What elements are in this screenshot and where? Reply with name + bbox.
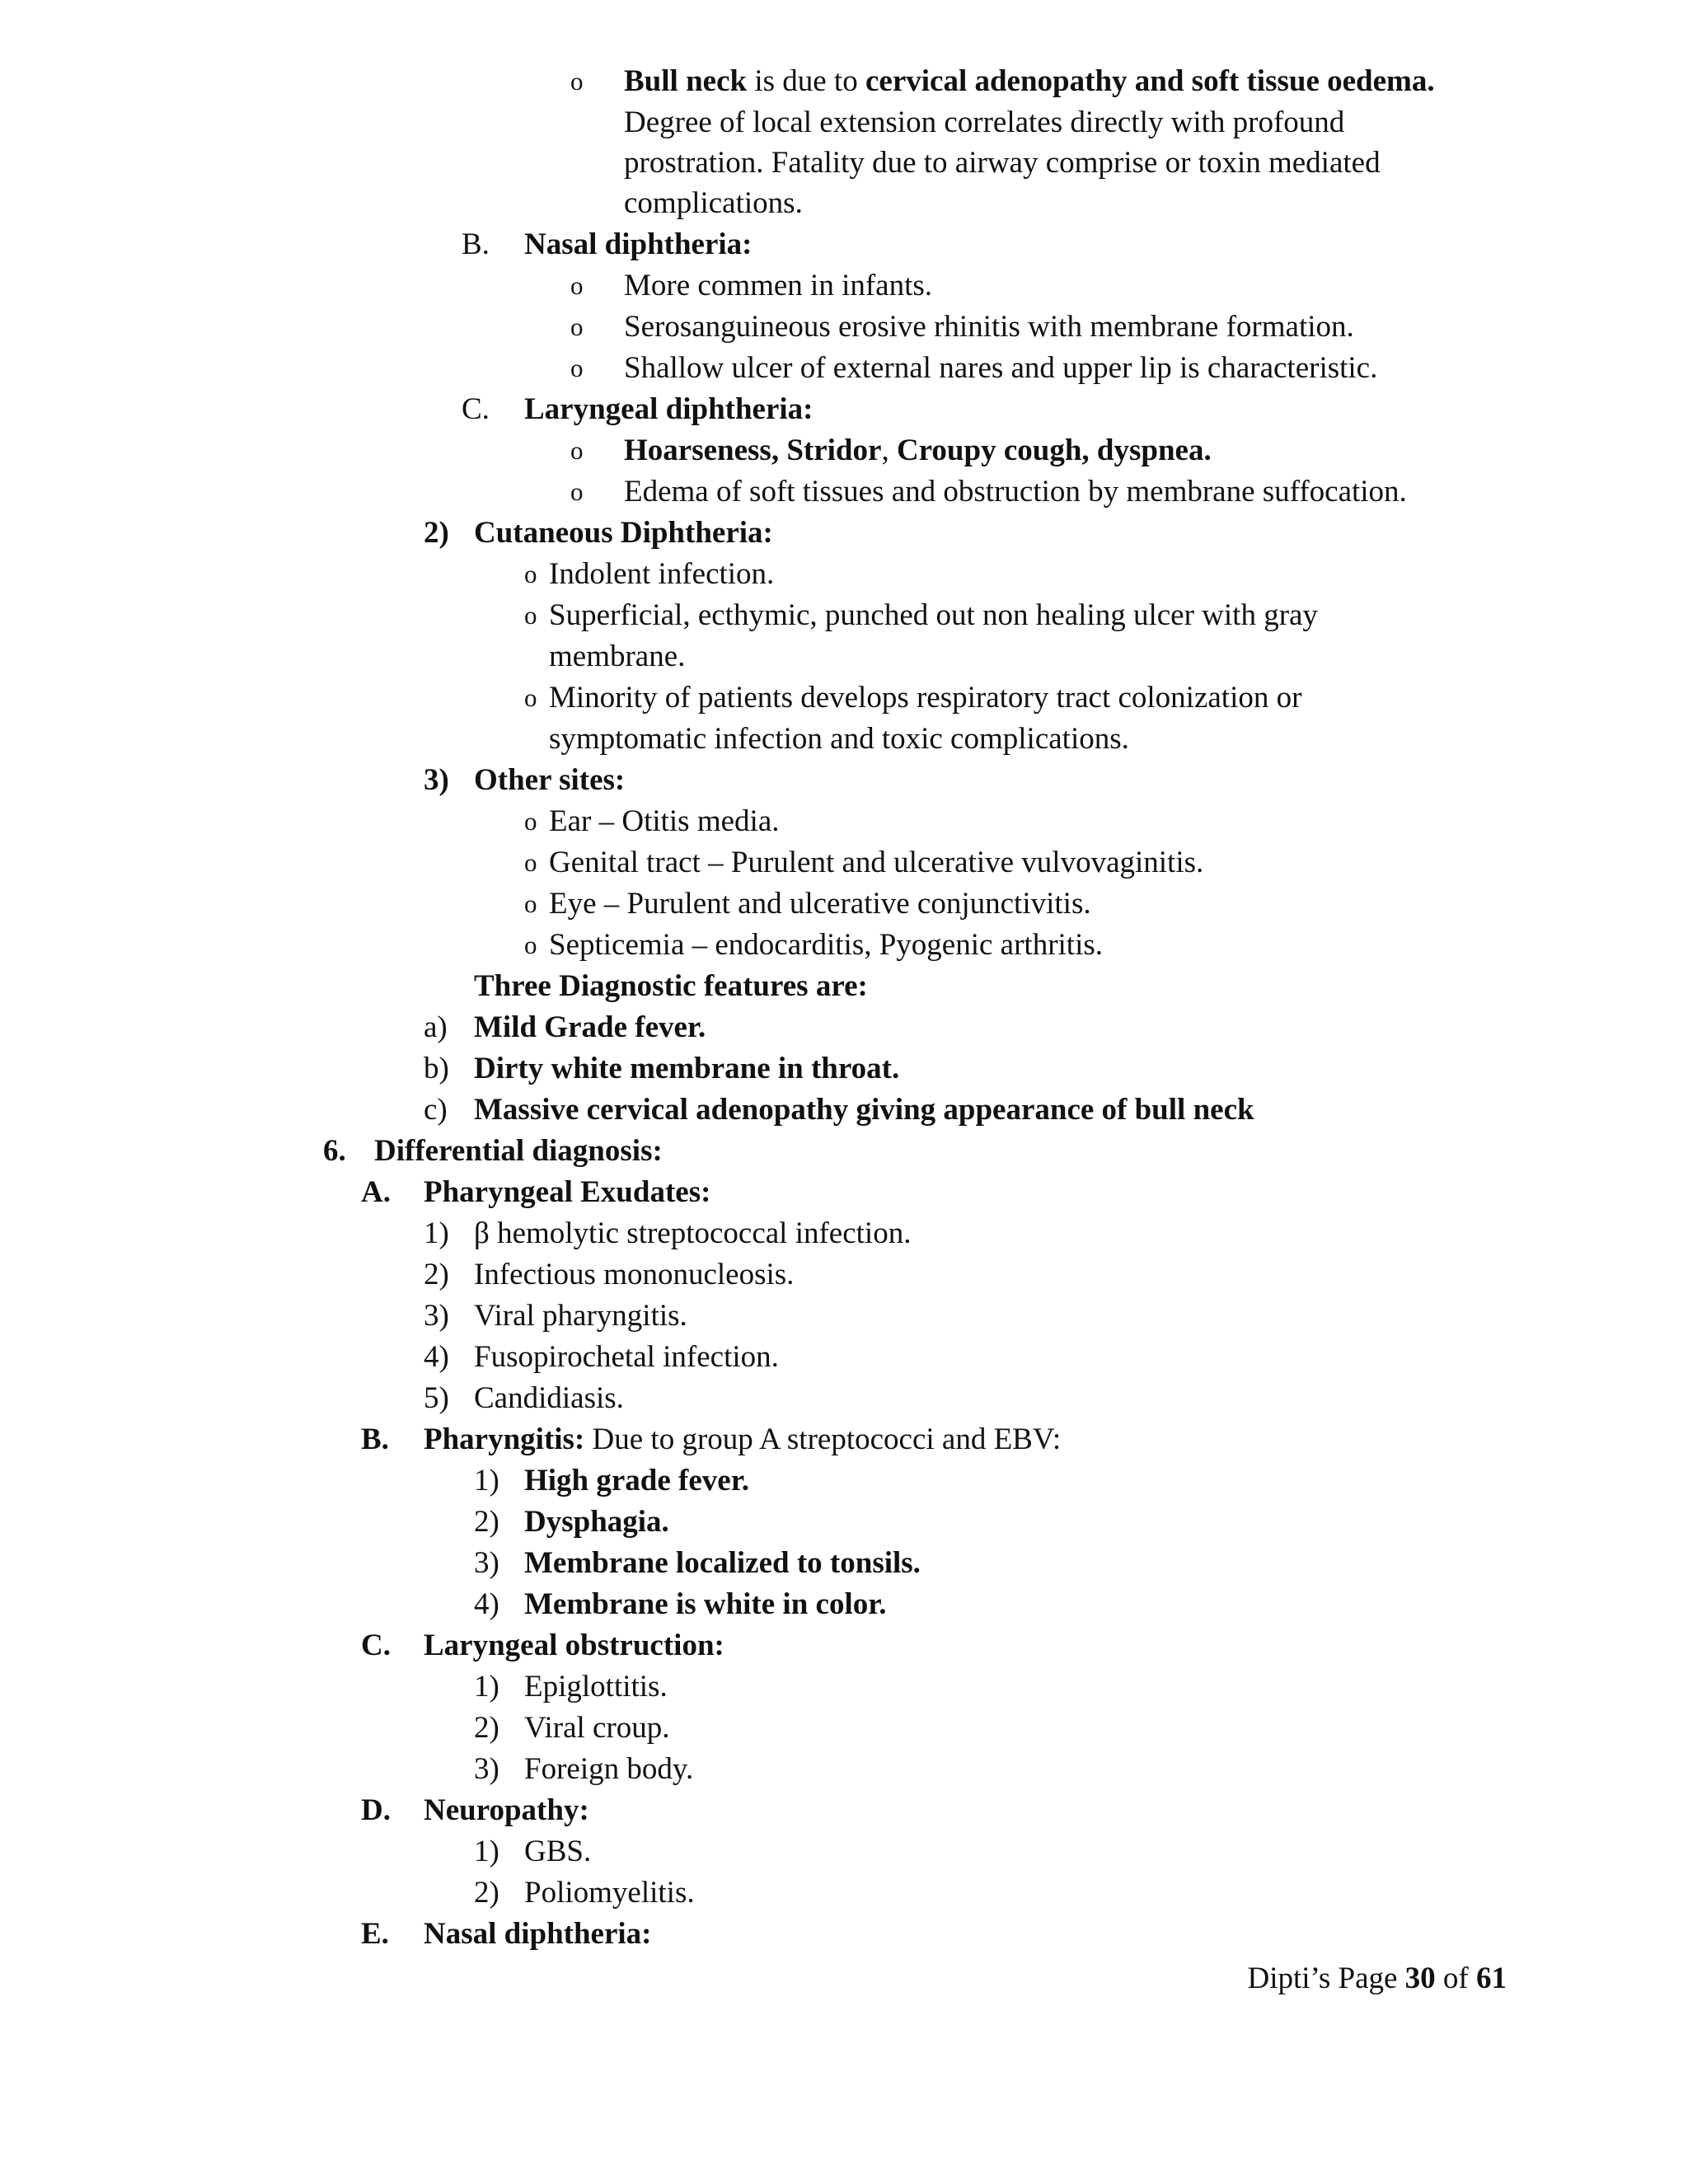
heading-text: Nasal diphtheria: [524, 227, 753, 261]
heading-text: Pharyngitis: Due to group A streptococci and EBV: [424, 1422, 1062, 1456]
list-marker: E. [361, 1917, 389, 1951]
bullneck-text: Bull neck is due to cervical adenopathy and soft tissue oedema. [624, 64, 1435, 98]
list-marker: 3) [474, 1752, 499, 1786]
bullet-marker: o [570, 477, 584, 506]
heading-text: Three Diagnostic features are: [474, 969, 868, 1003]
list-marker: 6. [323, 1134, 346, 1168]
footer-prefix: Dipti’s Page [1247, 1961, 1405, 1995]
list-marker: 1) [474, 1670, 499, 1704]
list-marker: 1) [474, 1464, 499, 1497]
list-marker: b) [424, 1052, 449, 1085]
heading-text: Pharyngeal Exudates: [424, 1175, 711, 1209]
bullet-marker: o [524, 807, 537, 836]
bullet-marker: o [524, 930, 537, 959]
list-marker: 1) [424, 1216, 449, 1250]
bullet-marker: o [524, 889, 537, 918]
page-footer [0, 1958, 1507, 1999]
list-marker: B. [361, 1422, 389, 1456]
bullet-marker: o [524, 848, 537, 877]
page-number: 30 [1404, 1961, 1436, 1995]
list-marker: A. [361, 1175, 391, 1209]
bullet-marker: o [570, 67, 584, 96]
list-marker: 4) [424, 1340, 449, 1374]
list-marker: 2) [474, 1711, 499, 1745]
list-marker: 2) [424, 516, 449, 550]
bullet-marker: o [570, 354, 584, 382]
list-marker: 2) [424, 1258, 449, 1291]
heading-text: Cutaneous Diphtheria: [474, 516, 773, 550]
list-marker: 3) [424, 1299, 449, 1333]
heading-text: Other sites: [474, 763, 626, 797]
list-marker: 5) [424, 1381, 449, 1415]
bullet-marker: o [524, 601, 537, 630]
list-marker: C. [361, 1629, 391, 1662]
bullet-marker: o [570, 312, 584, 341]
list-marker: 3) [424, 763, 449, 797]
list-marker: c) [424, 1093, 448, 1127]
heading-text: Differential diagnosis: [374, 1134, 663, 1168]
heading-text: Laryngeal diphtheria: [524, 392, 814, 426]
list-marker: B. [462, 227, 490, 261]
list-marker: D. [361, 1793, 391, 1827]
list-marker: 2) [474, 1876, 499, 1910]
list-marker: 3) [474, 1546, 499, 1580]
list-marker: 1) [474, 1835, 499, 1868]
list-marker: C. [462, 392, 490, 426]
bullet-marker: o [570, 271, 584, 300]
list-marker: 4) [474, 1587, 499, 1621]
bullet-marker: o [524, 560, 537, 588]
footer-of: of [1435, 1961, 1476, 1995]
list-marker: a) [424, 1010, 448, 1044]
list-marker: 2) [474, 1505, 499, 1539]
heading-text: Nasal diphtheria: [424, 1917, 652, 1951]
heading-text: Laryngeal obstruction: [424, 1629, 724, 1662]
page-total: 61 [1476, 1961, 1507, 1995]
heading-text: Neuropathy: [424, 1793, 589, 1827]
bullet-marker: o [570, 436, 584, 465]
bullet-marker: o [524, 683, 537, 712]
